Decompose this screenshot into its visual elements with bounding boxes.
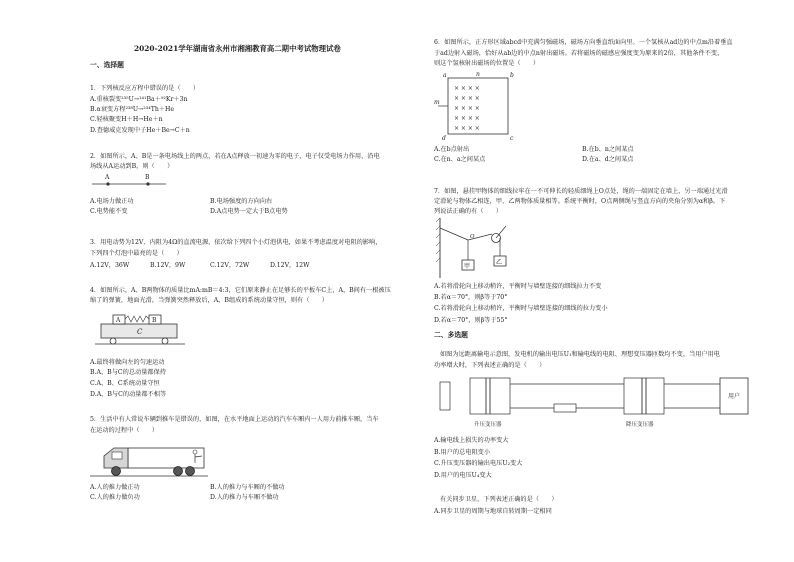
q4-option-c: C.A、B、C系统动量守恒 xyxy=(90,380,160,387)
svg-text:× × × ×: × × × × xyxy=(454,95,480,102)
q6-option-c: C.在n、a之间某点 xyxy=(434,156,486,163)
point-b-label: B xyxy=(145,174,150,181)
q2-option-a: A.电场力做正功 xyxy=(90,198,134,205)
q5-option-c: C.人的推力做负功 xyxy=(90,494,140,501)
corner-a-label: a xyxy=(443,72,447,79)
question-3-stem: 3．用电动势为12V、内阻为4Ω的直流电源，依次给下列四个小灯泡供电，如果不考虑温度对电阻的影响， xyxy=(90,239,382,246)
question-6-stem-cont2: 则这个氢核射出磁场的位置是（ ） xyxy=(434,60,540,67)
svg-text:× × × ×: × × × × xyxy=(454,105,480,112)
power-transmission-diagram xyxy=(434,372,764,432)
cart-c-label: C xyxy=(137,328,143,336)
question-2-stem: 2．如图所示，A、B是一条电场线上的两点，若在A点释放一初速为零的电子，电子仅受电场力作用，沿电 xyxy=(90,153,380,160)
q8-option-a: A.输电线上损失的功率变大 xyxy=(434,437,509,444)
svg-text:× × × ×: × × × × xyxy=(454,85,480,92)
q7-option-b: B.若α＝70°，则β等于70° xyxy=(434,294,508,301)
q8-option-d: D.用户的电压U₄变大 xyxy=(434,472,492,479)
q8-option-c: C.升压变压器的输出电压U₂变大 xyxy=(434,460,523,467)
q4-option-d: D.A、B与C的动量都不相等 xyxy=(90,391,167,398)
question-3-stem-cont: 下列四个灯泡中最亮的是（ ） xyxy=(90,250,183,257)
question-6-stem-cont: 于ad边射入磁场，恰好从ab边的中点n射出磁场。若将磁场的磁感应强度变为原来的2倍，其他条件不变， xyxy=(434,50,724,57)
field-line-diagram xyxy=(90,172,170,190)
q3-option-c: C.12V，72W xyxy=(210,262,250,269)
q7-option-c: C.若将滑轮向上移动稍许，平衡时与墙壁连接的细线的拉力变小 xyxy=(434,305,608,312)
q1-option-d: D.查德威克发现中子He＋Be→C＋n xyxy=(90,127,190,134)
page-title: 2020-2021学年湖南省永州市湘湘教育高二期中考试物理试卷 xyxy=(134,44,341,53)
q2-option-d: D.A点电势一定大于B点电势 xyxy=(210,208,288,215)
question-8-stem: 如图为远距离输电示意图，发电机的输出电压U₁和输电线的电阻、理想变压器匝数均不变，当用户用电 xyxy=(440,351,720,358)
question-4-stem: 4．如图所示，A、B两物体的质量比mA:mB＝4:3，它们原来静止在足够长的平板车C上，A、B间有一根被压 xyxy=(90,287,391,294)
q5-option-b: B.人的推力与车厢的不做功 xyxy=(210,484,285,491)
user-label: 用户 xyxy=(728,393,741,400)
q3-option-d: D.12V，12W xyxy=(270,262,310,269)
object-jia-label: 甲 xyxy=(464,263,471,270)
magnetic-field-diagram xyxy=(434,70,518,142)
question-2-stem-cont: 场线从A运动到B，则（ ） xyxy=(90,163,174,170)
section-heading-2: 二、多选题 xyxy=(434,331,468,339)
q6-option-b: B.在b、n之间某点 xyxy=(582,146,634,153)
q2-option-c: C.电势能不变 xyxy=(90,208,128,215)
block-a-label: A xyxy=(116,317,121,324)
q6-option-d: D.在a、d之间某点 xyxy=(582,156,634,163)
step-down-transformer-label: 降压变压器 xyxy=(626,422,654,428)
q1-option-c: C.轻核聚变H＋H→He＋n xyxy=(90,116,163,123)
object-yi-label: 乙 xyxy=(496,259,503,266)
q3-option-b: B.12V，9W xyxy=(150,262,186,269)
q5-option-a: A.人的推力做正功 xyxy=(90,484,140,491)
corner-b-label: b xyxy=(510,72,514,79)
q9-option-a: A.同步卫星的周期与地球自转周期一定相同 xyxy=(434,508,552,515)
question-5-stem-cont: 在运动的过程中（ ） xyxy=(90,427,159,434)
point-a-label: A xyxy=(105,174,110,181)
question-9-stem: 有关同步卫星，下列表述正确的是（ ） xyxy=(440,496,558,503)
question-6-stem: 6．如图所示，正方形区域abcd中充满匀强磁场，磁场方向垂直纸面向里。一个氢核从ad边的中点m沿着垂直 xyxy=(434,39,733,46)
q7-option-d: D.若α＝70°，则β等于55° xyxy=(434,317,508,324)
block-b-label: B xyxy=(152,317,157,324)
pulley-diagram xyxy=(434,216,524,280)
svg-text:× × × ×: × × × × xyxy=(454,125,480,132)
q2-option-b: B.电场强度的方向向右 xyxy=(210,198,273,205)
question-4-stem-cont: 缩了的弹簧，地面光滑，当弹簧突然释放后，A、B组成的系统动量守恒，则有（ ） xyxy=(90,297,328,304)
question-7-stem-cont: 定滑轮与物体乙相连，甲、乙两物体质量相等。系统平衡时，O点两侧绳与竖直方向的夹角分别为α和β。下 xyxy=(434,198,726,205)
q6-option-a: A.在b点射出 xyxy=(434,146,470,153)
step-up-transformer-label: 升压变压器 xyxy=(474,422,502,428)
q1-option-a: A.重核裂变²³⁵U→¹⁴¹Ba＋⁹²Kr＋3n xyxy=(90,96,188,103)
question-7-stem: 7．如图，悬挂甲物体的细线拉牢在一不可伸长的轻质细绳上O点处，绳的一端固定在墙上，另一端通过光滑 xyxy=(434,188,728,195)
question-7-stem-cont2: 列说法正确的有（ ） xyxy=(434,208,503,215)
question-8-stem-cont: 功率增大时，下列表述正确的是（ ） xyxy=(434,362,546,369)
truck-diagram xyxy=(90,436,210,480)
q7-option-a: A.若将滑轮向上移动稍许，平衡时与墙壁连接的细线拉力不变 xyxy=(434,283,602,290)
cart-spring-diagram xyxy=(95,306,187,348)
point-o-label: O xyxy=(470,234,475,240)
question-5-stem: 5．生活中有人常说车辆到推车是错误的，如图，在水平地面上运动的汽车车厢内一人用力前推车厢，当车 xyxy=(90,416,379,423)
q4-option-b: B.A、B与C的总动量都保持 xyxy=(90,369,166,376)
q5-option-d: D.人的推力与车厢不做功 xyxy=(210,494,279,501)
section-heading: 一、选择题 xyxy=(90,61,124,69)
corner-c-label: c xyxy=(510,135,514,142)
point-n-label: n xyxy=(476,71,480,78)
svg-text:× × × ×: × × × × xyxy=(454,115,480,122)
q4-option-a: A.最终将做向左的匀速运动 xyxy=(90,359,165,366)
q1-option-b: B.α衰变方程²³⁸U→²³⁴Th＋He xyxy=(90,106,175,113)
corner-d-label: d xyxy=(442,135,446,142)
q8-option-b: B.用户的总电阻变小 xyxy=(434,449,491,456)
point-m-label: m xyxy=(434,99,440,106)
question-1-stem: 1．下列核反应方程中错误的是（ ） xyxy=(90,85,200,92)
q3-option-a: A.12V，36W xyxy=(90,262,130,269)
